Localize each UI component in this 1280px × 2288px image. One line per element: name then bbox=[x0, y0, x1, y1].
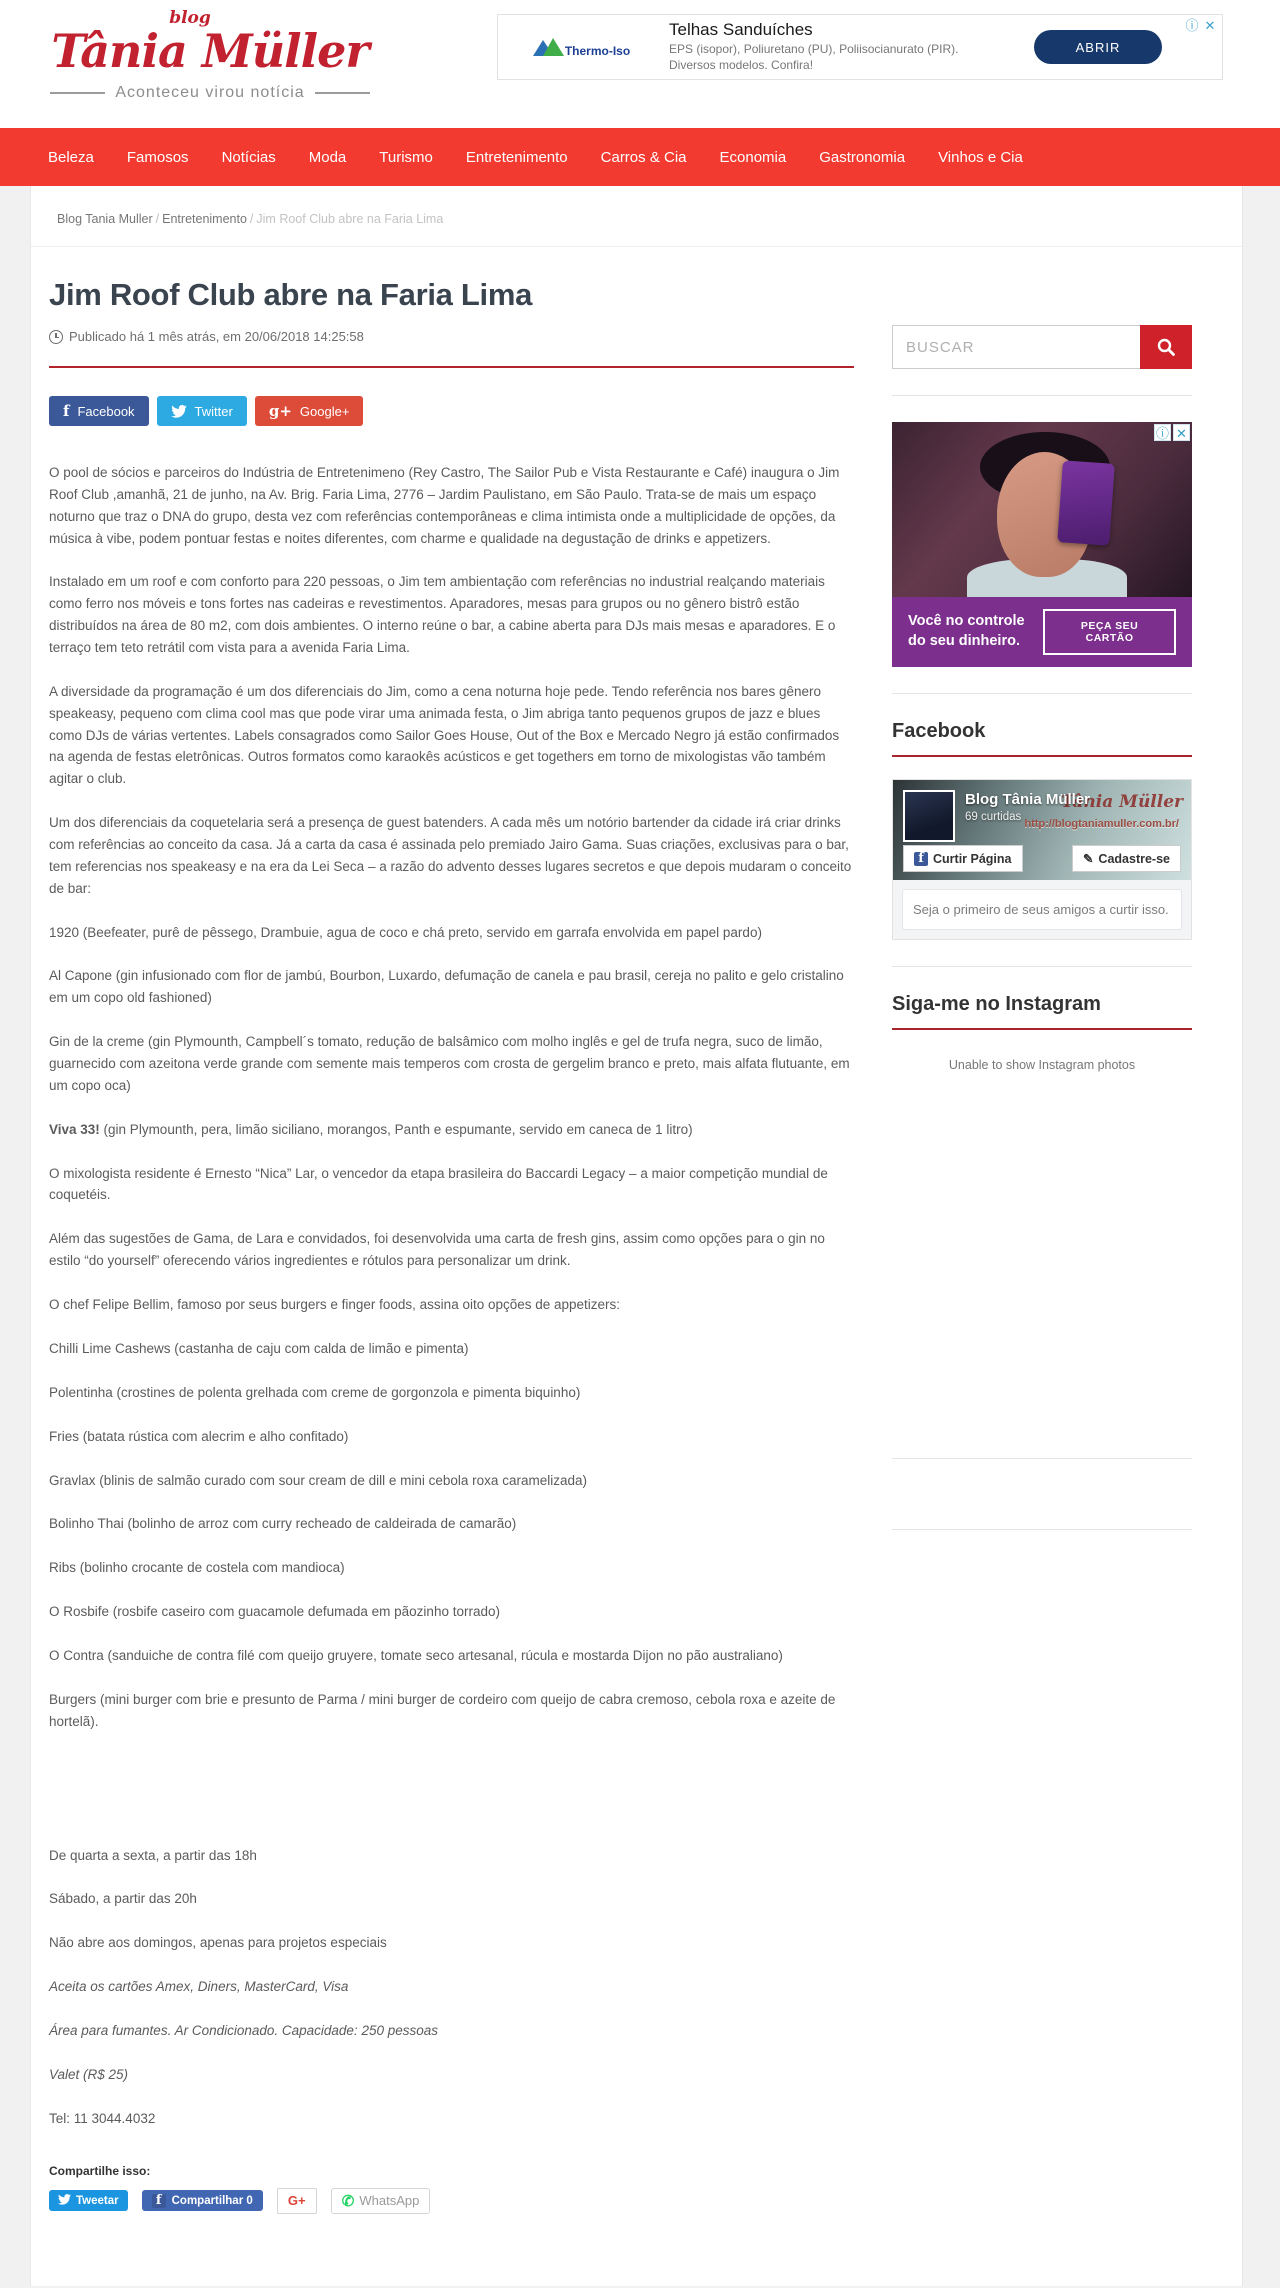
ad-description-line2: Diversos modelos. Confira! bbox=[669, 58, 814, 72]
article-paragraph: A diversidade da programação é um dos diferenciais do Jim, como a cena noturna hoje pede. Tendo referência nos bares gênero speakeasy, pequeno com clima cool mas que pode virar uma animada festa, o Jim abriga tanto pequenos grupos de jazz e blues como DJs de várias vertentes. Labels consagrados como Sailor Goes House, Out of the Box e Mercado Negro já estão confirmados na agenda de festas eletrônicas. Outros formatos como karaokês acústicos e get togethers em torno de mixologistas vão também agitar o club. bbox=[49, 683, 840, 787]
sidebar-ad-headline: Você no controle do seu dinheiro. bbox=[908, 613, 1025, 649]
facebook-widget-heading: Facebook bbox=[892, 720, 986, 742]
sidebar bbox=[892, 247, 1192, 2240]
article-paragraph: Polentinha (crostines de polenta grelhada com creme de gorgonzola e pimenta biquinho) bbox=[49, 1384, 581, 1400]
article-paragraph: Área para fumantes. Ar Condicionado. Capacidade: 250 pessoas bbox=[49, 2022, 438, 2038]
nav-item-turismo[interactable]: Turismo bbox=[379, 148, 433, 166]
share-twitter-button[interactable] bbox=[157, 396, 247, 426]
logo-blog-label: blog bbox=[169, 8, 211, 28]
sidebar-divider bbox=[892, 966, 1192, 967]
facebook-cover-photo bbox=[893, 780, 1191, 880]
whatsapp-icon: ✆ bbox=[341, 2192, 355, 2210]
credit-card-graphic bbox=[1057, 460, 1115, 545]
nav-item-gastronomia[interactable]: Gastronomia bbox=[819, 148, 906, 166]
published-date: Publicado há 1 mês atrás, em 20/06/2018 14:25:58 bbox=[69, 329, 364, 344]
article-paragraph: Bolinho Thai (bolinho de arroz com curry recheado de caldeirada de camarão) bbox=[49, 1516, 517, 1532]
facebook-page-avatar[interactable] bbox=[903, 790, 955, 842]
ad-title[interactable]: Telhas Sanduíches bbox=[669, 20, 813, 40]
nav-item-economia[interactable]: Economia bbox=[719, 148, 787, 166]
ad-close-icon[interactable]: ✕ bbox=[1202, 18, 1218, 34]
header-ad-banner[interactable] bbox=[497, 14, 1223, 80]
article-paragraph: Al Capone (gin infusionado com flor de jambú, Bourbon, Luxardo, defumação de canela e pau brasil, cereja no palito e gelo cristalino em um copo old fashioned) bbox=[49, 968, 844, 1006]
article-paragraph: O Contra (sanduiche de contra filé com queijo gruyere, tomate seco artesanal, rúcula e mostarda Dijon no pão australiano) bbox=[49, 1647, 783, 1663]
article-paragraph: Viva 33! (gin Plymounth, pera, limão siciliano, morangos, Panth e espumante, servido em caneca de 1 litro) bbox=[49, 1121, 693, 1137]
article-paragraph: Chilli Lime Cashews (castanha de caju com calda de limão e pimenta) bbox=[49, 1340, 469, 1356]
sidebar-divider bbox=[892, 395, 1192, 396]
share-footer bbox=[49, 2164, 854, 2240]
tweet-label: Tweetar bbox=[76, 2194, 119, 2207]
breadcrumb-section-link[interactable]: Entretenimento bbox=[162, 212, 247, 226]
nav-item-famosos[interactable]: Famosos bbox=[126, 148, 189, 166]
ad-description-line1: EPS (isopor), Poliuretano (PU), Poliisocianurato (PIR). bbox=[669, 42, 959, 57]
article bbox=[49, 247, 854, 2240]
nav-item-beleza[interactable]: Beleza bbox=[48, 148, 94, 166]
article-paragraph: Um dos diferenciais da coquetelaria será a presença de guest batenders. A cada mês um notório bartender da cidade irá criar drinks com referências ao conceito da casa. Já a carta da casa é assinada pelo premiado Jairo Gama. Suas criações, exclusivas para o bar, tem referencias nos speakeasy e na era da Lei Seca – a razão do advento desses lugares secretos e que depois mudaram o conceito de bar: bbox=[49, 815, 852, 896]
logo-tagline: Aconteceu virou notícia bbox=[50, 84, 370, 102]
signup-label: Cadastre-se bbox=[1098, 851, 1170, 866]
twitter-icon bbox=[171, 405, 187, 418]
heading-underline bbox=[892, 755, 1192, 757]
facebook-share-button[interactable] bbox=[142, 2190, 263, 2211]
share-facebook-label: Facebook bbox=[77, 403, 135, 419]
sidebar-divider bbox=[892, 1529, 1192, 1530]
tweet-button[interactable] bbox=[49, 2190, 128, 2211]
facebook-icon: f bbox=[152, 2194, 166, 2208]
main-navigation bbox=[0, 128, 1280, 186]
site-header bbox=[0, 0, 1280, 128]
advertiser-logo bbox=[498, 36, 663, 58]
share-row bbox=[49, 396, 854, 426]
ad-close-icon[interactable]: ✕ bbox=[1173, 424, 1190, 441]
ad-open-button[interactable]: ABRIR bbox=[1034, 30, 1162, 64]
instagram-widget-heading: Siga-me no Instagram bbox=[892, 993, 1101, 1015]
whatsapp-share-button[interactable] bbox=[331, 2188, 431, 2214]
sidebar-ad-cta-button[interactable]: PEÇA SEU CARTÃO bbox=[1043, 609, 1176, 655]
whatsapp-label: WhatsApp bbox=[359, 2193, 420, 2209]
title-divider bbox=[49, 366, 854, 368]
article-paragraph: O chef Felipe Bellim, famoso por seus burgers e finger foods, assina oito opções de appetizers: bbox=[49, 1297, 621, 1313]
twitter-icon bbox=[58, 2194, 71, 2208]
thermo-iso-mountain-icon bbox=[531, 36, 565, 58]
share-googleplus-label: Google+ bbox=[299, 403, 350, 419]
like-page-label: Curtir Página bbox=[933, 851, 1012, 866]
search-widget bbox=[892, 325, 1192, 369]
post-meta bbox=[49, 329, 854, 344]
article-paragraph: Gin de la creme (gin Plymounth, Campbell´s tomato, redução de balsâmico com molho inglês e gel de trufa negra, suco de limão, guarnecido com azeitona verde grande com semente mais temperos com crosta de gergelim branco e preto, mais alfata flutuante, em um copo oca) bbox=[49, 1034, 850, 1093]
article-paragraph: Além das sugestões de Gama, de Lara e convidados, foi desenvolvida uma carta de fresh gins, assim como opções para o gin no estilo “do yourself” oferecendo vários ingredientes e rótulos para personalizar um drink. bbox=[49, 1231, 825, 1269]
adchoices-info-icon[interactable]: ⓘ bbox=[1185, 18, 1199, 33]
sidebar-ad[interactable] bbox=[892, 422, 1192, 667]
sidebar-empty-space bbox=[892, 1082, 1192, 1432]
article-paragraph: Sábado, a partir das 20h bbox=[49, 1891, 197, 1907]
page-title: Jim Roof Club abre na Faria Lima bbox=[49, 277, 533, 312]
clock-icon bbox=[49, 330, 63, 344]
article-paragraph: Tel: 11 3044.4032 bbox=[49, 2110, 156, 2126]
article-paragraph: Instalado em um roof e com conforto para 220 pessoas, o Jim tem ambientação com referências no industrial realçando materiais como ferro nos móveis e tons fortes nas cadeiras e revestimentos. Aparadores, mesas para grupos ou no gênero bistrô estão distribuídos na área de 80 m2, com dois ambientes. O interno reúne o bar, a cabine aberta para DJs mais mesas e aparadores. E o terraço tem teto retrátil com vista para a avenida Faria Lima. bbox=[49, 574, 836, 656]
googleplus-share-button[interactable]: G+ bbox=[277, 2188, 317, 2214]
nav-item-not-cias[interactable]: Notícias bbox=[221, 148, 276, 166]
facebook-share-label: Compartilhar 0 bbox=[171, 2194, 253, 2207]
facebook-icon: f bbox=[914, 852, 928, 866]
search-icon bbox=[1156, 337, 1176, 357]
article-paragraph: O mixologista residente é Ernesto “Nica” Lar, o vencedor da etapa brasileira do Baccardi Legacy – a maior competição mundial de coquetéis. bbox=[49, 1165, 828, 1203]
article-paragraph: De quarta a sexta, a partir das 18h bbox=[49, 1847, 257, 1863]
breadcrumb-separator: / bbox=[155, 212, 160, 226]
adchoices-info-icon[interactable]: ⓘ bbox=[1155, 426, 1169, 441]
sidebar-divider bbox=[892, 693, 1192, 694]
facebook-friends-message: Seja o primeiro de seus amigos a curtir isso. bbox=[902, 889, 1182, 930]
article-paragraph: O pool de sócios e parceiros do Indústria de Entretenimeno (Rey Castro, The Sailor Pub e Vista Restaurante e Café) inaugura o Jim Roof Club ,amanhã, 21 de junho, na Av. Brig. Faria Lima, 2776 – Jardim Paulistano, em São Paulo. Trata-se de mais um espaço noturno que traz o DNA do grupo, desta vez com referências contemporâneas e clima intimista onde a multiplicidade de opções, da música à vibe, podem pontuar festas e noites diferentes, com charme e qualidade na degustação de drinks e appetizers. bbox=[49, 465, 840, 546]
sidebar-divider bbox=[892, 1458, 1192, 1459]
article-paragraph: Gravlax (blinis de salmão curado com sour cream de dill e mini cebola roxa caramelizada) bbox=[49, 1472, 587, 1488]
breadcrumb bbox=[31, 186, 1242, 247]
nav-item-entretenimento[interactable]: Entretenimento bbox=[465, 148, 568, 166]
content-wrapper bbox=[30, 186, 1243, 2286]
nav-item-moda[interactable]: Moda bbox=[308, 148, 347, 166]
article-paragraph: Fries (batata rústica com alecrim e alho confitado) bbox=[49, 1428, 349, 1444]
breadcrumb-current: Jim Roof Club abre na Faria Lima bbox=[256, 212, 444, 226]
share-facebook-button[interactable] bbox=[49, 396, 149, 426]
article-paragraph: O Rosbife (rosbife caseiro com guacamole defumada em pãozinho torrado) bbox=[49, 1604, 500, 1620]
instagram-error-message: Unable to show Instagram photos bbox=[948, 1058, 1136, 1072]
breadcrumb-home-link[interactable]: Blog Tania Muller bbox=[57, 212, 153, 226]
search-button[interactable] bbox=[1140, 325, 1192, 369]
facebook-page-widget bbox=[892, 779, 1192, 940]
site-logo[interactable] bbox=[50, 8, 370, 102]
facebook-likes-count: 69 curtidas bbox=[965, 811, 1022, 823]
pencil-icon: ✎ bbox=[1082, 852, 1094, 866]
facebook-cover-watermark: Tânia Müller bbox=[1061, 792, 1183, 812]
logo-brand-name: Tânia Müller bbox=[51, 24, 369, 78]
article-paragraph: Aceita os cartões Amex, Diners, MasterCard, Visa bbox=[49, 1979, 349, 1995]
search-input[interactable] bbox=[892, 325, 1140, 369]
facebook-page-name[interactable]: Blog Tânia Müller bbox=[965, 791, 1091, 808]
article-paragraph: 1920 (Beefeater, purê de pêssego, Drambuie, agua de coco e chá preto, servido em garrafa envolvida em papel pardo) bbox=[49, 924, 762, 940]
facebook-like-page-button[interactable] bbox=[903, 845, 1023, 872]
facebook-icon: f bbox=[63, 402, 70, 420]
heading-underline bbox=[892, 1028, 1192, 1030]
breadcrumb-separator: / bbox=[249, 212, 254, 226]
sidebar-ad-photo bbox=[892, 422, 1192, 597]
nav-item-vinhos-e-cia[interactable]: Vinhos e Cia bbox=[938, 148, 1023, 166]
article-paragraph: Burgers (mini burger com brie e presunto de Parma / mini burger de cordeiro com queijo de cabra cremoso, cebola roxa e azeite de hortelã). bbox=[49, 1691, 836, 1729]
googleplus-icon: g+ bbox=[268, 402, 292, 420]
article-body bbox=[49, 462, 854, 2130]
nav-item-carros-cia[interactable]: Carros & Cia bbox=[600, 148, 687, 166]
facebook-signup-button[interactable] bbox=[1072, 845, 1181, 872]
article-paragraph: Ribs (bolinho crocante de costela com mandioca) bbox=[49, 1560, 345, 1576]
article-paragraph: Não abre aos domingos, apenas para projetos especiais bbox=[49, 1935, 387, 1951]
share-twitter-label: Twitter bbox=[194, 403, 233, 419]
share-footer-label: Compartilhe isso: bbox=[49, 2163, 151, 2178]
advertiser-name: Thermo-Iso bbox=[564, 44, 631, 58]
article-paragraph: Valet (R$ 25) bbox=[49, 2066, 129, 2082]
facebook-cover-url: http://blogtaniamuller.com.br/ bbox=[1024, 818, 1179, 830]
share-googleplus-button[interactable] bbox=[255, 396, 364, 426]
